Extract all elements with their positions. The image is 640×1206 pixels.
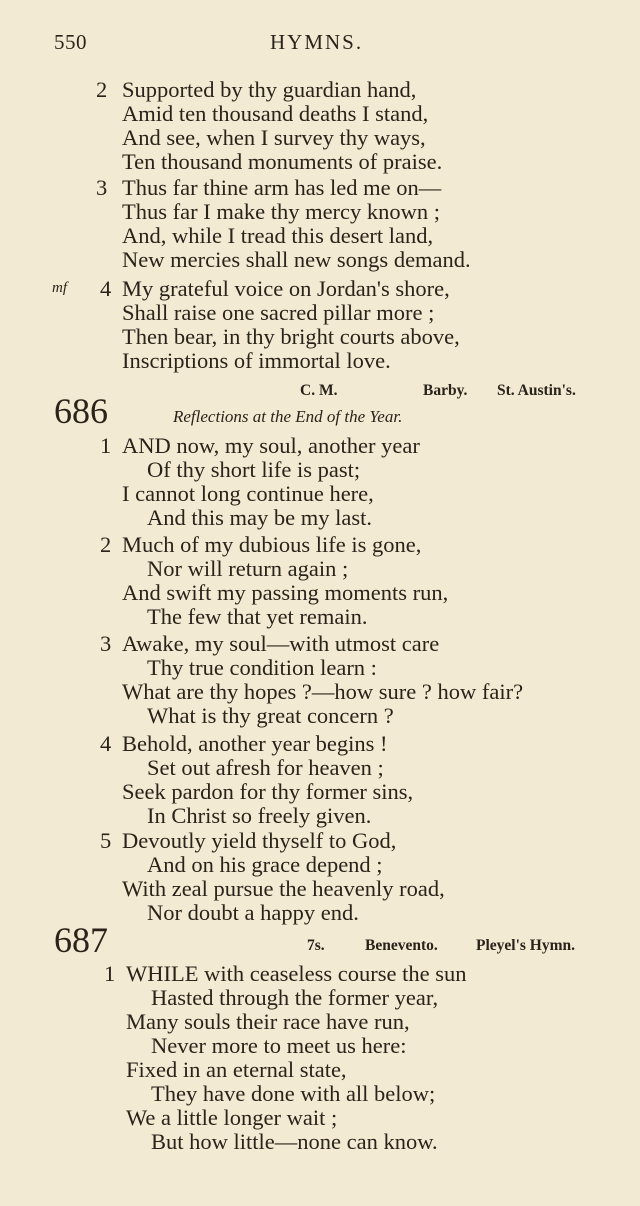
hymn-687-meter: 7s. xyxy=(307,937,325,954)
verse-line: Inscriptions of immortal love. xyxy=(122,348,391,373)
verse-number: 4 xyxy=(100,276,112,301)
verse-line: Much of my dubious life is gone, xyxy=(122,532,422,557)
verse-line: Supported by thy guardian hand, xyxy=(122,77,417,102)
verse-line: Many souls their race have run, xyxy=(126,1009,410,1034)
hymn-687-number: 687 xyxy=(54,920,108,960)
hymn-686-number: 686 xyxy=(54,391,108,431)
verse-line: But how little—none can know. xyxy=(151,1129,438,1154)
verse-line: Never more to meet us here: xyxy=(151,1033,407,1058)
verse-line: And this may be my last. xyxy=(147,505,372,530)
running-title: HYMNS. xyxy=(270,30,364,54)
verse-line: Seek pardon for thy former sins, xyxy=(122,779,414,804)
verse-line: We a little longer wait ; xyxy=(126,1105,338,1130)
verse-line: Thus far I make thy mercy known ; xyxy=(122,199,441,224)
hymn-687-tune-1: Benevento. xyxy=(365,937,438,954)
verse-line: I cannot long continue here, xyxy=(122,481,374,506)
verse-line: Amid ten thousand deaths I stand, xyxy=(122,101,429,126)
verse-line: And swift my passing moments run, xyxy=(122,580,449,605)
verse-line: What is thy great concern ? xyxy=(147,703,394,728)
verse-line: Nor will return again ; xyxy=(147,556,349,581)
dynamic-marking: mf xyxy=(52,280,67,296)
verse-number: 3 xyxy=(96,175,108,200)
verse-line: Devoutly yield thyself to God, xyxy=(122,828,397,853)
verse-line: New mercies shall new songs demand. xyxy=(122,247,471,272)
verse-line: They have done with all below; xyxy=(151,1081,436,1106)
verse-number: 1 xyxy=(100,433,112,458)
verse-number: 2 xyxy=(96,77,108,102)
hymn-687-tune-2: Pleyel's Hymn. xyxy=(476,937,576,954)
verse-line: Of thy short life is past; xyxy=(147,457,361,482)
verse-line: With zeal pursue the heavenly road, xyxy=(122,876,445,901)
verse-line: In Christ so freely given. xyxy=(147,803,372,828)
verse-line: Thus far thine arm has led me on— xyxy=(122,175,442,200)
verse-line: The few that yet remain. xyxy=(147,604,368,629)
verse-number: 1 xyxy=(104,961,116,986)
verse-line: Behold, another year begins ! xyxy=(122,731,388,756)
hymn-686-tune-1: Barby. xyxy=(423,382,468,399)
verse-line: What are thy hopes ?—how sure ? how fair? xyxy=(122,679,524,704)
verse-line: Thy true condition learn : xyxy=(147,655,377,680)
page-number: 550 xyxy=(54,30,87,54)
verse-line: Nor doubt a happy end. xyxy=(147,900,359,925)
verse-line: AND now, my soul, another year xyxy=(122,433,420,458)
hymn-686-meter: C. M. xyxy=(300,382,338,399)
verse-line: Fixed in an eternal state, xyxy=(126,1057,347,1082)
verse-line: And see, when I survey thy ways, xyxy=(122,125,426,150)
hymn-686-title: Reflections at the End of the Year. xyxy=(173,407,403,426)
verse-number: 5 xyxy=(100,828,112,853)
verse-line: Awake, my soul—with utmost care xyxy=(122,631,440,656)
verse-number: 2 xyxy=(100,532,112,557)
verse-line: And, while I tread this desert land, xyxy=(122,223,434,248)
hymn-686-tune-2: St. Austin's. xyxy=(497,382,576,399)
verse-line: WHILE with ceaseless course the sun xyxy=(126,961,467,986)
verse-line: And on his grace depend ; xyxy=(147,852,383,877)
verse-line: Then bear, in thy bright courts above, xyxy=(122,324,460,349)
verse-line: My grateful voice on Jordan's shore, xyxy=(122,276,450,301)
verse-line: Ten thousand monuments of praise. xyxy=(122,149,443,174)
verse-number: 4 xyxy=(100,731,112,756)
verse-line: Set out afresh for heaven ; xyxy=(147,755,384,780)
verse-line: Hasted through the former year, xyxy=(151,985,439,1010)
verse-number: 3 xyxy=(100,631,112,656)
verse-line: Shall raise one sacred pillar more ; xyxy=(122,300,435,325)
